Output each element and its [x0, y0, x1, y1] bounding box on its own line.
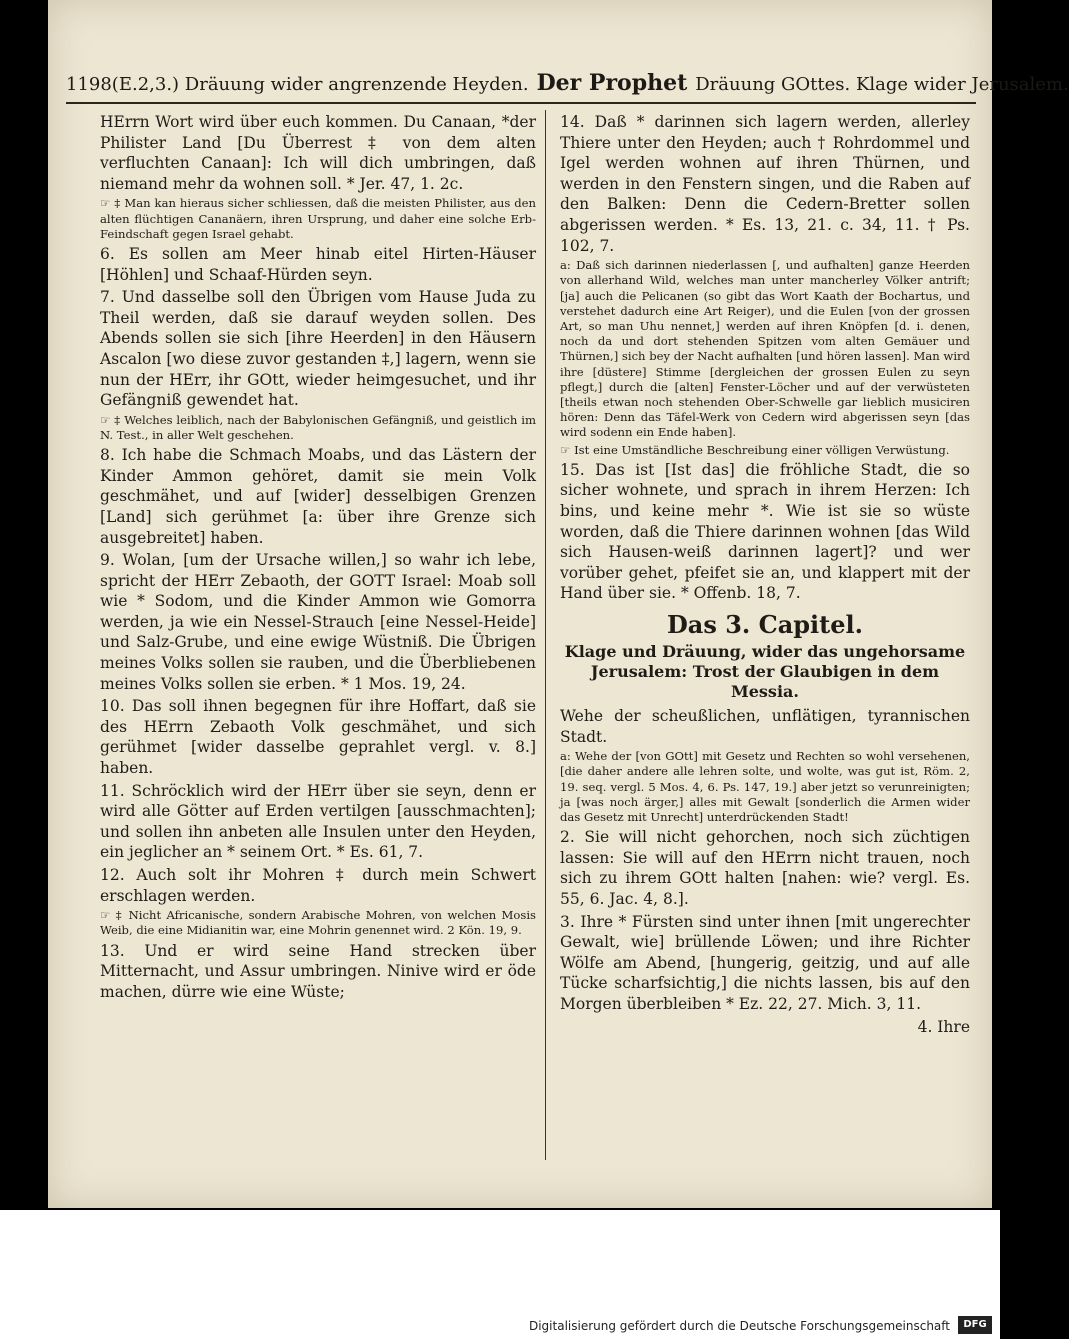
commentary-note: a: Daß sich darinnen niederlassen [, und aufhalten] ganze Heerden von allerhand Wild, welches man unter mancherley Völker antrift; [ja] auch die Pelicanen (so gibt das Wort Kaath der Bochartus, und verstehet dadurch eine Art Reiger), und die Eulen [von der grossen Art, so man Uhu nennet,] werden auf ihren Knöpfen [d. i. denen, noch da und dort stehenden Spitzen vom alten Gemäuer und Thürnen,] sich bey der Nacht aufhalten [und hören lassen]. Man wird ihre [düstere] Stimme [dergleichen der grossen Eulen zu seyn pflegt,] durch die [alten] Fenster-Löcher und auf der verwüsteten [theils etwan noch stehenden Ober-Schwelle gar lieblich musiciren hören: Denn das Täfel-Werk von Cedern wird abgerissen seyn [das wird sodenn ein Ende haben]. [560, 258, 970, 440]
verse-paragraph: 6. Es sollen am Meer hinab eitel Hirten-Häuser [Höhlen] und Schaaf-Hürden seyn. [100, 244, 536, 284]
verse-paragraph: 7. Und dasselbe soll den Übrigen vom Hause Juda zu Theil werden, daß sie darauf weyden sollen. Des Abends sollen sie sich [ihre Heerden] in den Häusern Ascalon [wo diese zuvor gestanden ‡,] lagern, wenn sie nun der HErr, ihr GOtt, wieder heimgesuchet, und ihr Gefängniß gewendet hat. [100, 288, 536, 410]
verse-paragraph: 15. Das ist [Ist das] die fröhliche Stadt, die so sicher wohnete, und sprach in ihrem Herzen: Ich bins, und keine mehr *. Wie ist sie so wüste worden, daß die Thiere darinnen wohnen [das Wild sich Hausen-weiß darinnen lagert]? und wer vorüber gehet, pfeifet sie an, und klappert mit der Hand über sie. * Offenb. 18, 7. [560, 460, 970, 603]
verse-paragraph: 10. Das soll ihnen begegnen für ihre Hoffart, daß sie des HErrn Zebaoth Volk geschmähet, und sich gerühmet [wider dasselbe geprahlet vergl. v. 8.] haben. [100, 697, 536, 778]
catchword: 4. Ihre [917, 1017, 970, 1036]
verse-paragraph: 12. Auch solt ihr Mohren ‡ durch mein Schwert erschlagen werden. [100, 866, 536, 905]
header-center: Der Prophet [536, 70, 688, 96]
header-right: Dräuung GOttes. Klage wider Jerusalem. [695, 74, 1069, 95]
commentary-note: a: Wehe der [von GOtt] mit Gesetz und Rechten so wohl versehenen, [die daher andere alle lehren solte, und wolte, was gut ist, Röm. 2, 19. seq. vergl. 5 Mos. 4, 6. Ps. 147, 19.] aber jetzt so verunreinigten; ja [was noch ärger,] alles mit Gewalt [sonderlich die Armen wider das Gesetz mit Unrecht] unterdrückenden Stadt! [560, 749, 970, 824]
verse-paragraph: HErrn Wort wird über euch kommen. Du Canaan, *der Philister Land [Du Überrest ‡ von dem alten verfluchten Canaan]: Ich will dich umbringen, daß niemand mehr da wohnen soll. * Jer. 47, 1. 2c. [100, 113, 536, 193]
dfg-logo: DFG [958, 1316, 992, 1334]
verse-paragraph: 11. Schröcklich wird der HErr über sie seyn, denn er wird alle Götter auf Erden vertilgen [ausschmachten]; und sollen ihn anbeten alle Insulen unter den Heyden, ein jeglicher an * seinem Ort. * Es. 61, 7. [100, 781, 536, 862]
commentary-note: ☞ Ist eine Umständliche Beschreibung einer völligen Verwüstung. [560, 442, 950, 457]
verse-paragraph: 8. Ich habe die Schmach Moabs, und das Lästern der Kinder Ammon gehöret, damit sie mein Volk geschmähet, und auf [wider] desselbigen Grenzen [Land] sich gerühmet [a: über ihre Grenze sich ausgebreitet] haben. [100, 446, 536, 547]
right-column [560, 112, 970, 1162]
running-header [66, 70, 1069, 102]
chapter-summary: Klage und Dräuung, wider das ungehorsame Jerusalem: Trost der Glaubigen in dem Messia. [564, 641, 966, 701]
verse-paragraph: 3. Ihre * Fürsten sind unter ihnen [mit ungerechter Gewalt, wie] brüllende Löwen; und ihre Richter Wölfe am Abend, [hungerig, geitzig, und auf alle Tücke scharfsichtig,] die nichts lassen, bis auf den Morgen überbleiben * Ez. 22, 27. Mich. 3, 11. [560, 912, 970, 1013]
left-column [100, 112, 536, 1162]
chapter-title: Das 3. Capitel. [666, 609, 864, 639]
verse-paragraph: 13. Und er wird seine Hand strecken über Mitternacht, und Assur umbringen. Ninive wird er öde machen, dürre wie eine Wüste; [100, 941, 536, 1001]
header-rule [66, 102, 976, 104]
commentary-note: ☞ ‡ Man kan hieraus sicher schliessen, daß die meisten Philister, aus den alten flüchtigen Cananäern, ihren Ursprung, und daher eine solche Erb-Feindschaft gegen Israel gehabt. [100, 196, 536, 241]
funding-notice: Digitalisierung gefördert durch die Deutsche Forschungsgemeinschaft [528, 1319, 950, 1333]
verse-paragraph: 14. Daß * darinnen sich lagern werden, allerley Thiere unter den Heyden; auch † Rohrdommel und Igel werden wohnen auf ihren Thürnen, und werden in den Fenstern singen, und die Raben auf den Balken: Denn die Cedern-Bretter sollen abgerissen werden. * Es. 13, 21. c. 34, 11. † Ps. 102, 7. [560, 113, 970, 255]
verse-paragraph: Wehe der scheußlichen, unflätigen, tyrannischen Stadt. [560, 706, 970, 746]
commentary-note: ☞ ‡ Welches leiblich, nach der Babylonischen Gefängniß, und geistlich im N. Test., in aller Welt geschehen. [100, 412, 536, 442]
column-divider [545, 110, 546, 1160]
header-left: 1198(E.2,3.) Dräuung wider angrenzende Heyden. [66, 74, 529, 95]
verse-paragraph: 9. Wolan, [um der Ursache willen,] so wahr ich lebe, spricht der HErr Zebaoth, der GOTT Israel: Moab soll wie * Sodom, und die Kinder Ammon wie Gomorra werden, ja wie ein Nessel-Strauch [eine Nessel-Heide] und Salz-Grube, und eine ewige Wüstniß. Die Übrigen meines Volks sollen sie rauben, und die Überbliebenen meines Volks sollen sie erben. * 1 Mos. 19, 24. [100, 551, 536, 693]
verse-paragraph: 2. Sie will nicht gehorchen, noch sich züchtigen lassen: Sie will auf den HErrn nicht trauen, noch sich zu ihrem GOtt halten [nahen: wie? vergl. Es. 55, 6. Jac. 4, 8.]. [560, 828, 970, 908]
commentary-note: ☞ ‡ Nicht Africanische, sondern Arabische Mohren, von welchen Mosis Weib, die eine Midianitin war, eine Mohrin genennet wird. 2 Kön. 19, 9. [100, 908, 536, 938]
footer [0, 1210, 1000, 1339]
